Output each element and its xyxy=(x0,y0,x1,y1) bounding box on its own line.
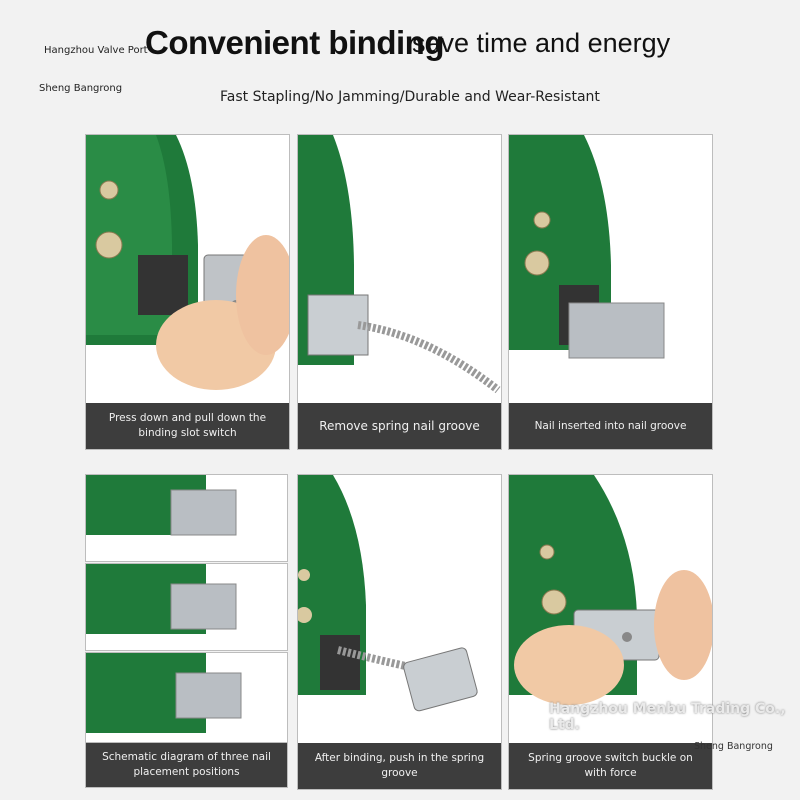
step-panel-1 xyxy=(85,134,290,450)
brand-top-text: Hangzhou Valve Port xyxy=(44,45,148,56)
nail-position-1 xyxy=(85,474,288,562)
step-caption-2: Remove spring nail groove xyxy=(298,403,501,449)
step-caption-1: Press down and pull down the binding slot switch xyxy=(86,403,289,449)
nail-inserted-illustration xyxy=(509,135,712,403)
watermark-sub: Sheng Bangrong xyxy=(694,741,773,752)
brand-sub-text: Sheng Bangrong xyxy=(39,83,123,94)
step-caption-5: After binding, push in the spring groove xyxy=(298,743,501,789)
nail-position-2 xyxy=(85,563,288,651)
push-spring-groove-illustration xyxy=(298,475,501,743)
step-caption-3: Nail inserted into nail groove xyxy=(509,403,712,449)
watermark-company: Hangzhou Menbu Trading Co., Ltd. xyxy=(549,701,786,733)
stapler-press-illustration xyxy=(86,135,289,403)
step-caption-4: Schematic diagram of three nail placement positions xyxy=(85,742,288,788)
page-subtitle: save time and energy xyxy=(412,28,671,58)
step-panel-3 xyxy=(508,134,713,450)
nail-position-3 xyxy=(85,652,288,744)
spring-groove-removed-illustration xyxy=(298,135,501,403)
step-panel-6 xyxy=(508,474,713,790)
tagline: Fast Stapling/No Jamming/Durable and Wear-Resistant xyxy=(220,89,600,105)
step-panel-5 xyxy=(297,474,502,790)
step-panel-2 xyxy=(297,134,502,450)
step-caption-6: Spring groove switch buckle on with force xyxy=(509,743,712,789)
step-panel-4 xyxy=(85,474,288,788)
page-title: Convenient binding xyxy=(145,24,444,61)
